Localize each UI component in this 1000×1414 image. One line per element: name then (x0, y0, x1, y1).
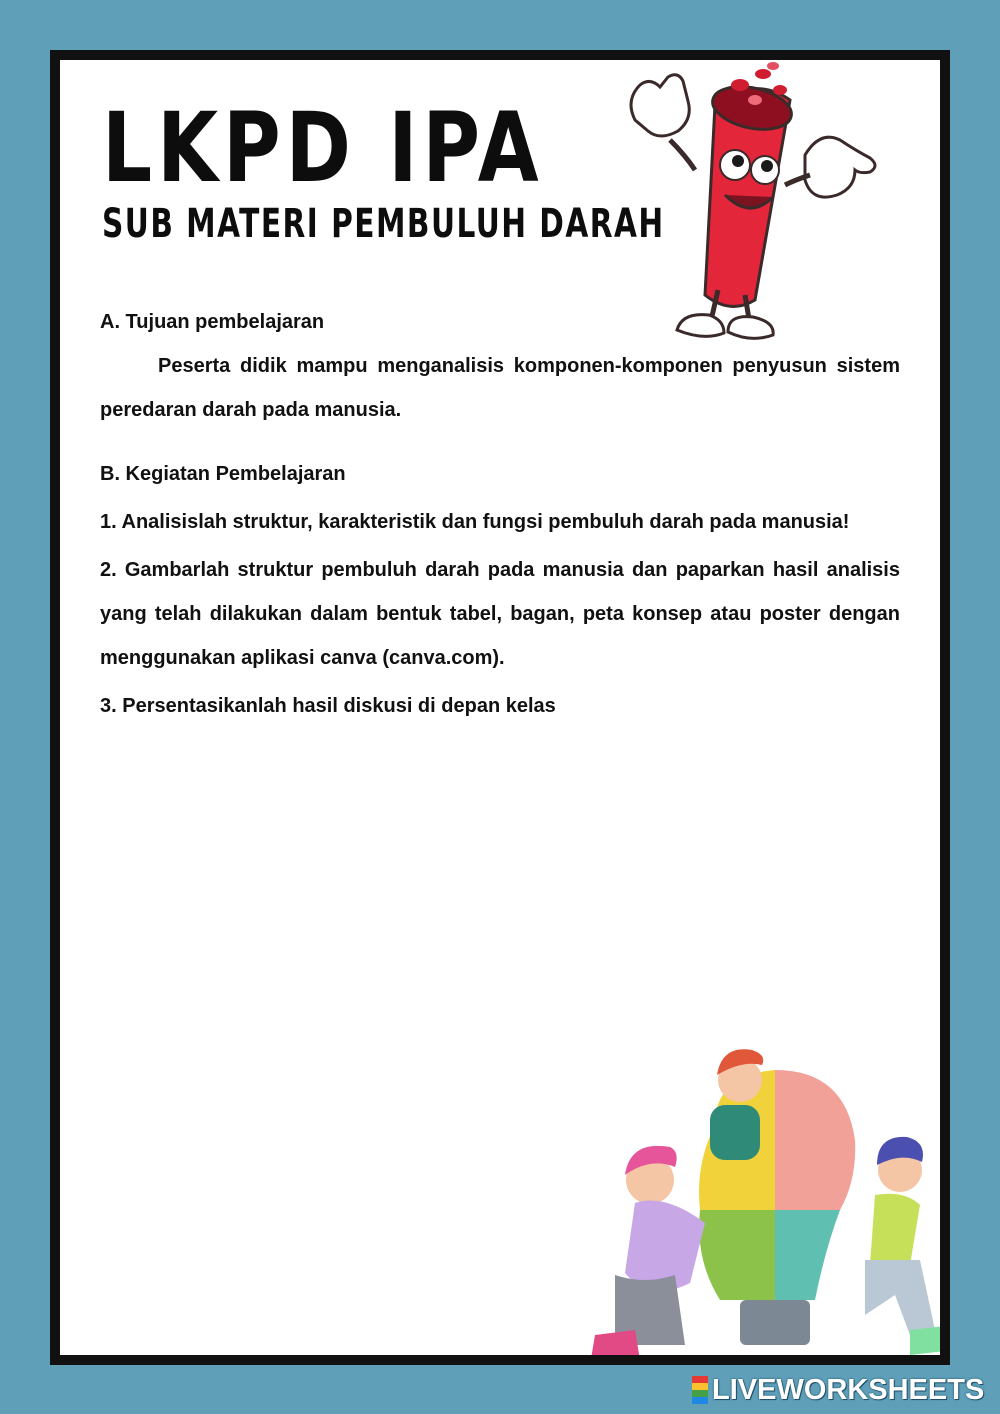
activity-item-3: 3. Persentasikanlah hasil diskusi di depan kelas (100, 695, 556, 717)
page-subtitle: SUB MATERI PEMBULUH DARAH (102, 201, 665, 247)
kids-puzzle-illustration (575, 1035, 940, 1355)
worksheet-content (100, 300, 900, 728)
section-b-heading: B. Kegiatan Pembelajaran (100, 463, 346, 485)
section-a-paragraph: Peserta didik mampu menganalisis komponen-komponen penyusun sistem peredaran darah pada manusia. (100, 355, 900, 421)
worksheet-page (60, 60, 940, 1355)
watermark-text: LIVEWORKSHEETS (712, 1373, 985, 1406)
liveworksheets-watermark (692, 1374, 992, 1406)
activity-item-1: 1. Analisislah struktur, karakteristik dan fungsi pembuluh darah pada manusia! (100, 511, 850, 533)
page-title: LKPD IPA (102, 92, 544, 204)
section-a-heading: A. Tujuan pembelajaran (100, 311, 325, 333)
activity-item-2: 2. Gambarlah struktur pembuluh darah pada manusia dan paparkan hasil analisis yang telah dilakukan dalam bentuk tabel, bagan, peta konsep atau poster dengan menggunakan aplikasi canva (canva.com). (100, 559, 900, 669)
liveworksheets-logo-icon (692, 1376, 708, 1404)
